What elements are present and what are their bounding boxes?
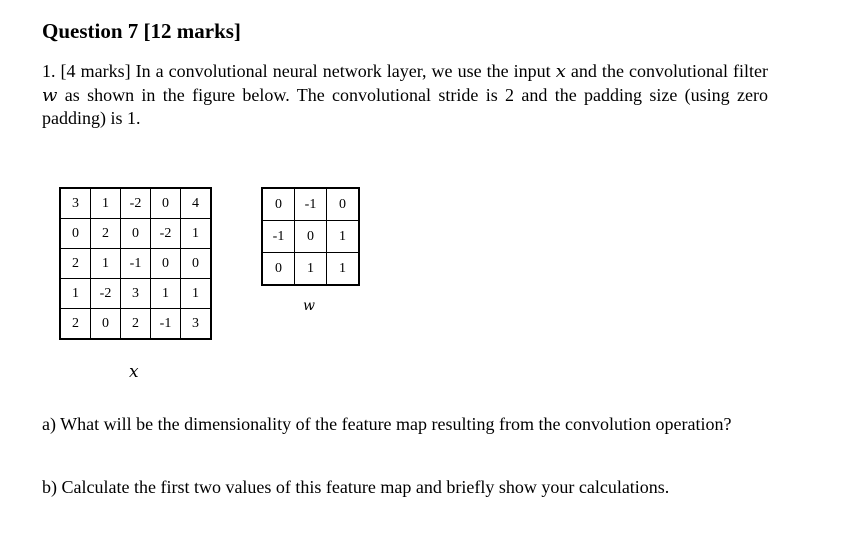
matrix-cell: -2 bbox=[121, 189, 151, 219]
matrix-cell: 0 bbox=[263, 189, 295, 221]
matrix-row bbox=[61, 249, 211, 279]
matrix-cell: 1 bbox=[91, 249, 121, 279]
input-matrix-label: x bbox=[129, 362, 139, 382]
matrix-cell: -2 bbox=[91, 279, 121, 309]
matrix-cell: 0 bbox=[61, 219, 91, 249]
matrix-cell: 1 bbox=[295, 253, 327, 285]
matrix-cell: 0 bbox=[263, 253, 295, 285]
question-1-middle: and the convolutional filter bbox=[565, 61, 768, 81]
matrix-cell: 0 bbox=[121, 219, 151, 249]
matrix-cell: 3 bbox=[181, 309, 211, 339]
matrix-cell: 0 bbox=[327, 189, 359, 221]
matrix-cell: 4 bbox=[181, 189, 211, 219]
matrix-cell: 1 bbox=[91, 189, 121, 219]
matrix-cell: 2 bbox=[61, 309, 91, 339]
variable-w: w bbox=[42, 84, 58, 106]
filter-matrix-label: w bbox=[303, 298, 315, 314]
sub-question-a: a) What will be the dimensionality of the feature map resulting from the convolution operation? bbox=[42, 414, 732, 434]
matrix-cell: 1 bbox=[181, 219, 211, 249]
question-1-suffix: as shown in the figure below. The convolutional stride is 2 and the padding size (using zero padding) is 1. bbox=[42, 84, 768, 128]
matrix-row bbox=[61, 309, 211, 339]
matrix-row bbox=[61, 189, 211, 219]
matrix-cell: 2 bbox=[61, 249, 91, 279]
matrix-cell: -1 bbox=[295, 189, 327, 221]
matrix-cell: 0 bbox=[91, 309, 121, 339]
sub-question-b: b) Calculate the first two values of this feature map and briefly show your calculations. bbox=[42, 477, 670, 497]
filter-matrix-w bbox=[262, 188, 359, 285]
matrix-cell: 3 bbox=[61, 189, 91, 219]
question-title: Question 7 [12 marks] bbox=[42, 19, 241, 43]
matrix-cell: 0 bbox=[151, 249, 181, 279]
matrix-cell: 0 bbox=[181, 249, 211, 279]
matrix-cell: 1 bbox=[61, 279, 91, 309]
variable-x: x bbox=[555, 61, 566, 82]
matrix-cell: 3 bbox=[121, 279, 151, 309]
matrix-row bbox=[263, 253, 359, 285]
question-1-text bbox=[42, 60, 768, 130]
matrix-cell: 0 bbox=[295, 221, 327, 253]
matrix-row bbox=[263, 189, 359, 221]
matrix-cell: 2 bbox=[91, 219, 121, 249]
question-1-prefix: 1. [4 marks] In a convolutional neural network layer, we use the input bbox=[42, 61, 556, 81]
matrix-row bbox=[61, 279, 211, 309]
matrix-cell: 1 bbox=[151, 279, 181, 309]
matrix-cell: 1 bbox=[181, 279, 211, 309]
matrix-cell: 2 bbox=[121, 309, 151, 339]
matrix-cell: 1 bbox=[327, 221, 359, 253]
matrix-cell: -1 bbox=[151, 309, 181, 339]
matrix-cell: -2 bbox=[151, 219, 181, 249]
input-matrix-x bbox=[60, 188, 211, 339]
matrix-row bbox=[263, 221, 359, 253]
matrix-cell: -1 bbox=[263, 221, 295, 253]
matrix-cell: 1 bbox=[327, 253, 359, 285]
matrix-cell: 0 bbox=[151, 189, 181, 219]
matrix-cell: -1 bbox=[121, 249, 151, 279]
matrix-row bbox=[61, 219, 211, 249]
